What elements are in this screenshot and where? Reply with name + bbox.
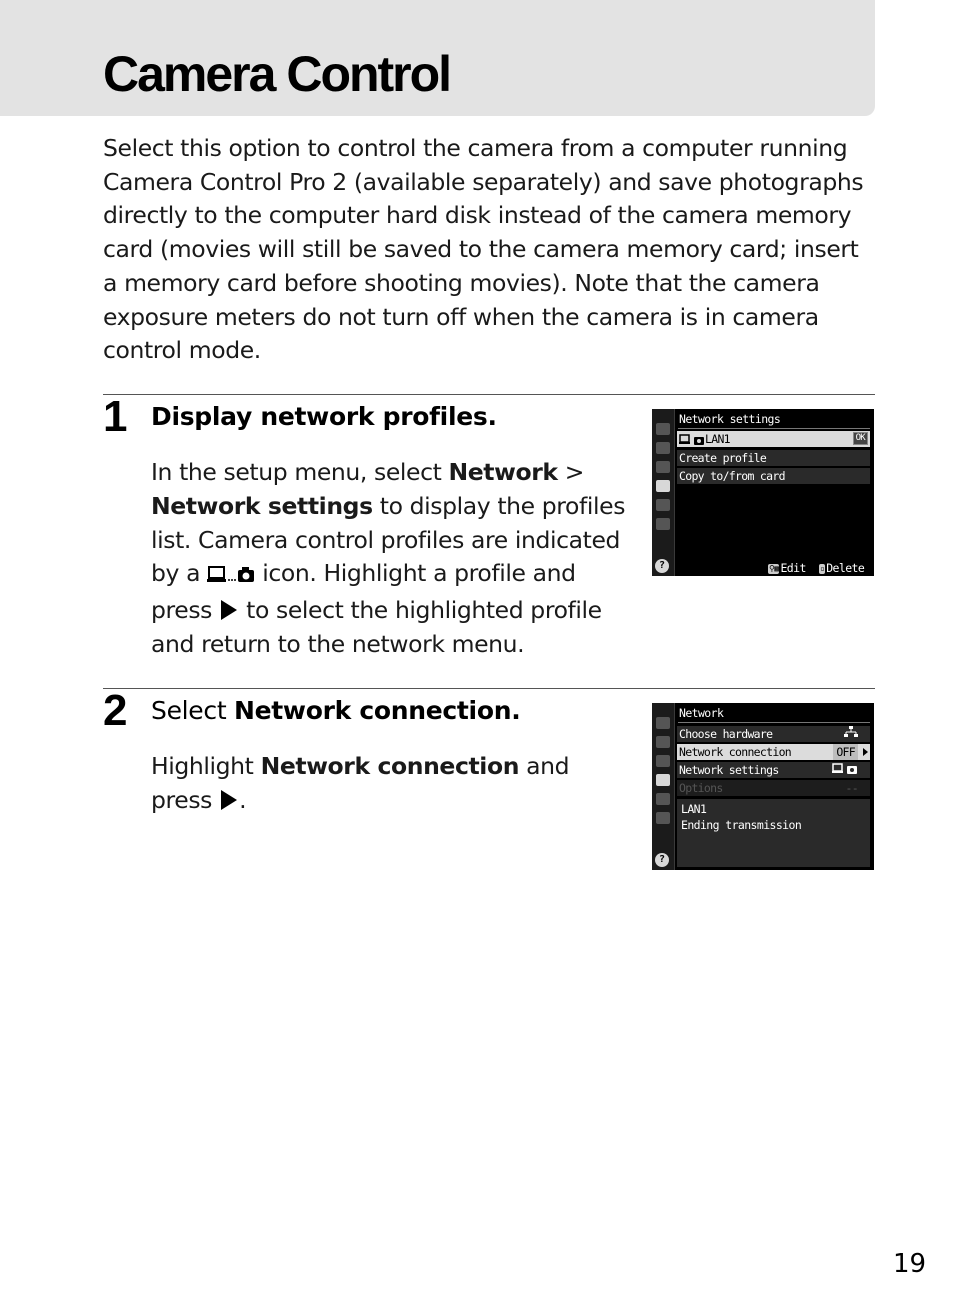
help-icon: ? (655, 853, 669, 867)
zoom-key-icon: ⚲▩ (769, 564, 779, 573)
step-title: Select Network connection. (151, 696, 521, 725)
setup-menu-icon (656, 480, 670, 492)
my-menu-icon (656, 812, 670, 824)
shooting-menu-icon (656, 736, 670, 748)
network-connection-item[interactable]: Network connection OFF (677, 744, 870, 760)
network-settings-item[interactable]: Network settings (677, 762, 870, 778)
trash-icon: ▫ (820, 564, 825, 573)
screen-divider (678, 722, 870, 723)
pc-camera-icon (207, 560, 255, 594)
network-settings-screen (652, 409, 874, 576)
create-profile-item[interactable]: Create profile (677, 450, 870, 466)
submenu-arrow-icon (863, 748, 868, 756)
custom-settings-icon (656, 461, 670, 473)
status-profile-name: LAN1 (681, 802, 707, 816)
wired-lan-icon (844, 726, 858, 742)
screen-title: Network settings (679, 412, 781, 426)
custom-settings-icon (656, 755, 670, 767)
delete-hint: ▫ Delete (820, 561, 865, 575)
screen-title: Network (679, 706, 724, 720)
page-title: Camera Control (103, 46, 451, 102)
menu-sidebar (652, 409, 675, 576)
page-number: 19 (893, 1249, 927, 1279)
status-message: Ending transmission (681, 818, 802, 832)
multi-selector-right-icon (221, 790, 237, 810)
choose-hardware-item[interactable]: Choose hardware (677, 726, 870, 742)
multi-selector-right-icon (221, 600, 237, 620)
options-item[interactable]: Options -- (677, 780, 870, 796)
step-title: Display network profiles. (151, 402, 497, 431)
playback-menu-icon (656, 423, 670, 435)
connection-status-panel (677, 799, 870, 867)
network-menu-screen (652, 703, 874, 870)
options-value: -- (845, 781, 858, 795)
intro-paragraph: Select this option to control the camera from a computer running Camera Control Pro 2 (available separately) and save photographs directly to the computer hard disk instead of the camera memory card (movies will still be saved to the camera memory card; insert a memory card before shooting movies). Note that the camera exposure meters do not turn off when the camera is in camera control mode. (103, 134, 864, 365)
step-divider (103, 394, 875, 395)
step-number: 1 (103, 392, 128, 441)
step-instructions: Highlight Network connection and press . (151, 752, 570, 814)
profile-row-lan1[interactable]: LAN1 OK (677, 431, 870, 447)
pc-camera-icon (832, 762, 858, 778)
retouch-menu-icon (656, 499, 670, 511)
step-divider (103, 688, 875, 689)
help-icon: ? (655, 559, 669, 573)
step-instructions: In the setup menu, select Network > Network settings to display the profiles list. Camera control profiles are indicated by a icon. Highlight a profile and press to select the highlighted profile and return to the network menu. (151, 458, 626, 658)
copy-to-from-card-item[interactable]: Copy to/from card (677, 468, 870, 484)
screen-divider (678, 428, 870, 429)
ok-badge: OK (853, 432, 868, 445)
connection-status-value: OFF (833, 744, 858, 760)
menu-sidebar (652, 703, 675, 870)
setup-menu-icon (656, 774, 670, 786)
edit-hint: ⚲▩ Edit (769, 561, 806, 575)
step-number: 2 (103, 686, 128, 735)
retouch-menu-icon (656, 793, 670, 805)
playback-menu-icon (656, 717, 670, 729)
my-menu-icon (656, 518, 670, 530)
pc-camera-icon (679, 433, 705, 449)
shooting-menu-icon (656, 442, 670, 454)
